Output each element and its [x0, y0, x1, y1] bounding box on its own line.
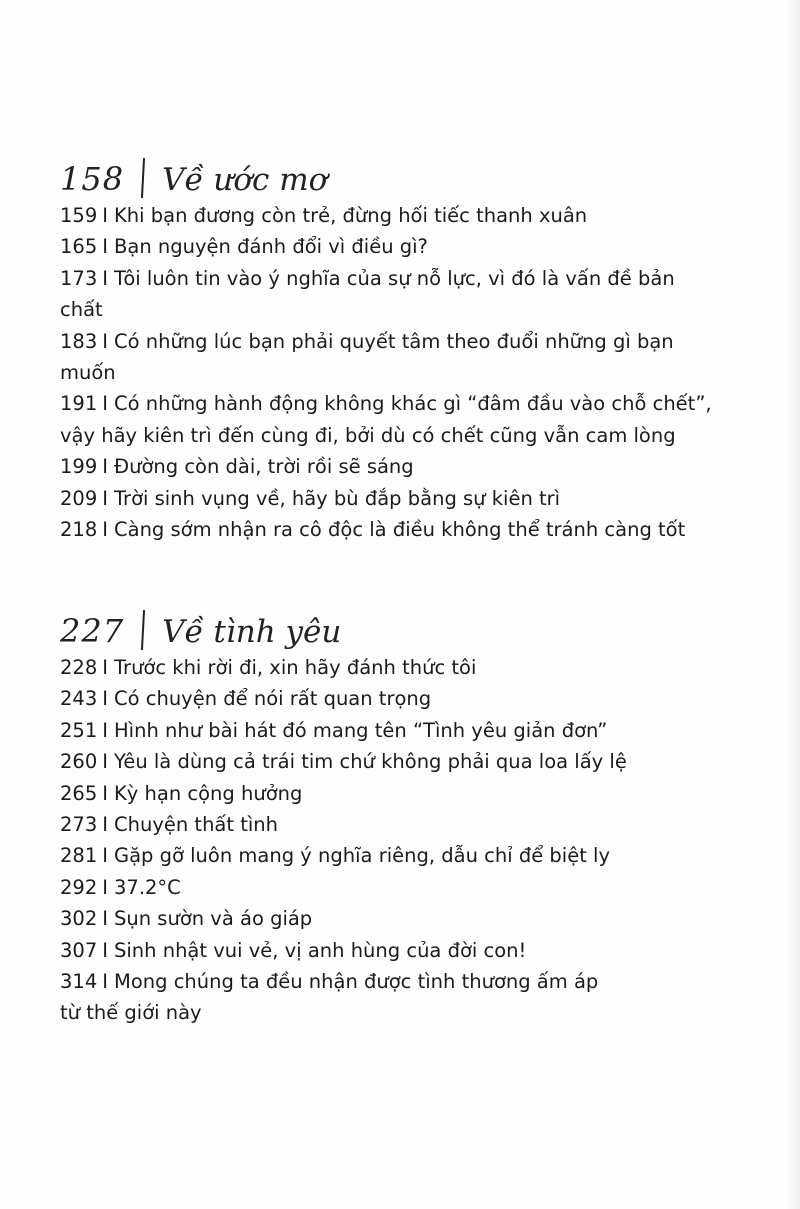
entry-title: Trời sinh vụng về, hãy bù đắp bằng sự kiên trì: [114, 486, 561, 510]
entry-title: muốn: [60, 361, 116, 385]
entry-separator: I: [102, 750, 108, 774]
toc-entry-continuation: [60, 294, 760, 325]
entry-separator: I: [102, 204, 108, 227]
entry-title: vậy hãy kiên trì đến cùng đi, bởi dù có chết cũng vẫn cam lòng: [60, 423, 676, 447]
entry-page-number: 191: [60, 392, 98, 416]
entry-separator: I: [102, 687, 108, 711]
entry-separator: I: [102, 907, 108, 931]
entry-title: 37.2°C: [114, 875, 181, 899]
entry-separator: I: [102, 938, 108, 962]
entry-title: Sụn sườn và áo giáp: [114, 907, 313, 931]
toc-entry: [60, 935, 760, 966]
entry-title: Chuyện thất tình: [114, 813, 279, 837]
entry-page-number: 292: [60, 875, 98, 899]
entry-page-number: 228: [60, 656, 98, 679]
toc-entry: [60, 514, 760, 545]
entry-page-number: 165: [60, 235, 98, 259]
toc-entry: [60, 840, 760, 871]
toc-entry: [60, 746, 760, 777]
toc-entry: [60, 388, 760, 419]
toc-entry-continuation: [60, 357, 760, 388]
toc-entry: [60, 263, 760, 294]
entry-page-number: 251: [60, 718, 98, 742]
entry-title: Có chuyện để nói rất quan trọng: [114, 687, 432, 711]
entry-page-number: 302: [60, 907, 98, 931]
entry-title: Tôi luôn tin vào ý nghĩa của sự nỗ lực, vì đó là vấn đề bản: [114, 266, 675, 290]
entry-title: Bạn nguyện đánh đổi vì điều gì?: [114, 235, 428, 259]
entry-separator: I: [102, 486, 108, 510]
toc-entry: [60, 326, 760, 357]
section-divider: [141, 610, 145, 650]
entry-separator: I: [102, 266, 108, 290]
entry-separator: I: [102, 518, 108, 542]
entry-page-number: 307: [60, 938, 98, 962]
entry-page-number: 183: [60, 329, 98, 353]
entry-title: Khi bạn đương còn trẻ, đừng hối tiếc thanh xuân: [114, 204, 588, 227]
toc-entries: [60, 200, 760, 545]
entry-page-number: 314: [60, 970, 98, 994]
entry-separator: I: [102, 329, 108, 353]
entry-separator: I: [102, 813, 108, 837]
entry-title: từ thế giới này: [60, 1001, 202, 1025]
section-divider: [141, 158, 145, 198]
section-page-number: 227: [60, 612, 125, 650]
entry-page-number: 218: [60, 518, 98, 542]
toc-entry: [60, 200, 760, 231]
section-heading: [60, 150, 760, 198]
toc-entry: [60, 966, 760, 997]
section-title: Về tình yêu: [162, 614, 342, 650]
entry-page-number: 273: [60, 813, 98, 837]
entry-page-number: 159: [60, 204, 98, 227]
entry-separator: I: [102, 875, 108, 899]
entry-page-number: 173: [60, 266, 98, 290]
toc-entry: [60, 683, 760, 714]
section-page-number: 158: [60, 160, 125, 198]
toc-section: [60, 150, 760, 545]
entry-title: chất: [60, 298, 103, 322]
entry-title: Trước khi rời đi, xin hãy đánh thức tôi: [114, 656, 477, 679]
toc-entry: [60, 231, 760, 262]
section-title: Về ước mơ: [162, 162, 328, 198]
entry-separator: I: [102, 392, 108, 416]
toc-entries: [60, 652, 760, 1029]
entry-page-number: 281: [60, 844, 98, 868]
entry-separator: I: [102, 455, 108, 479]
toc-section: [60, 602, 760, 1029]
entry-title: Có những hành động không khác gì “đâm đầu vào chỗ chết”,: [114, 392, 712, 416]
entry-page-number: 209: [60, 486, 98, 510]
toc-entry: [60, 652, 760, 683]
entry-page-number: 199: [60, 455, 98, 479]
entry-title: Sinh nhật vui vẻ, vị anh hùng của đời con!: [114, 938, 527, 962]
toc-entry: [60, 903, 760, 934]
entry-separator: I: [102, 718, 108, 742]
entry-separator: I: [102, 844, 108, 868]
entry-title: Mong chúng ta đều nhận được tình thương ấm áp: [114, 970, 599, 994]
page-edge-shadow: [786, 0, 800, 1209]
entry-page-number: 265: [60, 781, 98, 805]
toc-entry: [60, 778, 760, 809]
entry-title: Càng sớm nhận ra cô độc là điều không thể tránh càng tốt: [114, 518, 686, 542]
entry-title: Kỳ hạn cộng hưởng: [114, 781, 303, 805]
entry-title: Hình như bài hát đó mang tên “Tình yêu giản đơn”: [114, 718, 608, 742]
entry-separator: I: [102, 235, 108, 259]
toc-entry: [60, 451, 760, 482]
entry-page-number: 260: [60, 750, 98, 774]
toc-entry-continuation: [60, 997, 760, 1028]
toc-entry: [60, 809, 760, 840]
entry-separator: I: [102, 781, 108, 805]
entry-title: Yêu là dùng cả trái tim chứ không phải qua loa lấy lệ: [114, 750, 627, 774]
entry-separator: I: [102, 656, 108, 679]
entry-title: Đường còn dài, trời rồi sẽ sáng: [114, 455, 414, 479]
toc-entry: [60, 872, 760, 903]
entry-separator: I: [102, 970, 108, 994]
toc-entry: [60, 483, 760, 514]
entry-title: Có những lúc bạn phải quyết tâm theo đuổi những gì bạn: [114, 329, 674, 353]
section-heading: [60, 602, 760, 650]
toc-entry-continuation: [60, 420, 760, 451]
entry-title: Gặp gỡ luôn mang ý nghĩa riêng, dẫu chỉ để biệt ly: [114, 844, 611, 868]
toc-entry: [60, 715, 760, 746]
entry-page-number: 243: [60, 687, 98, 711]
